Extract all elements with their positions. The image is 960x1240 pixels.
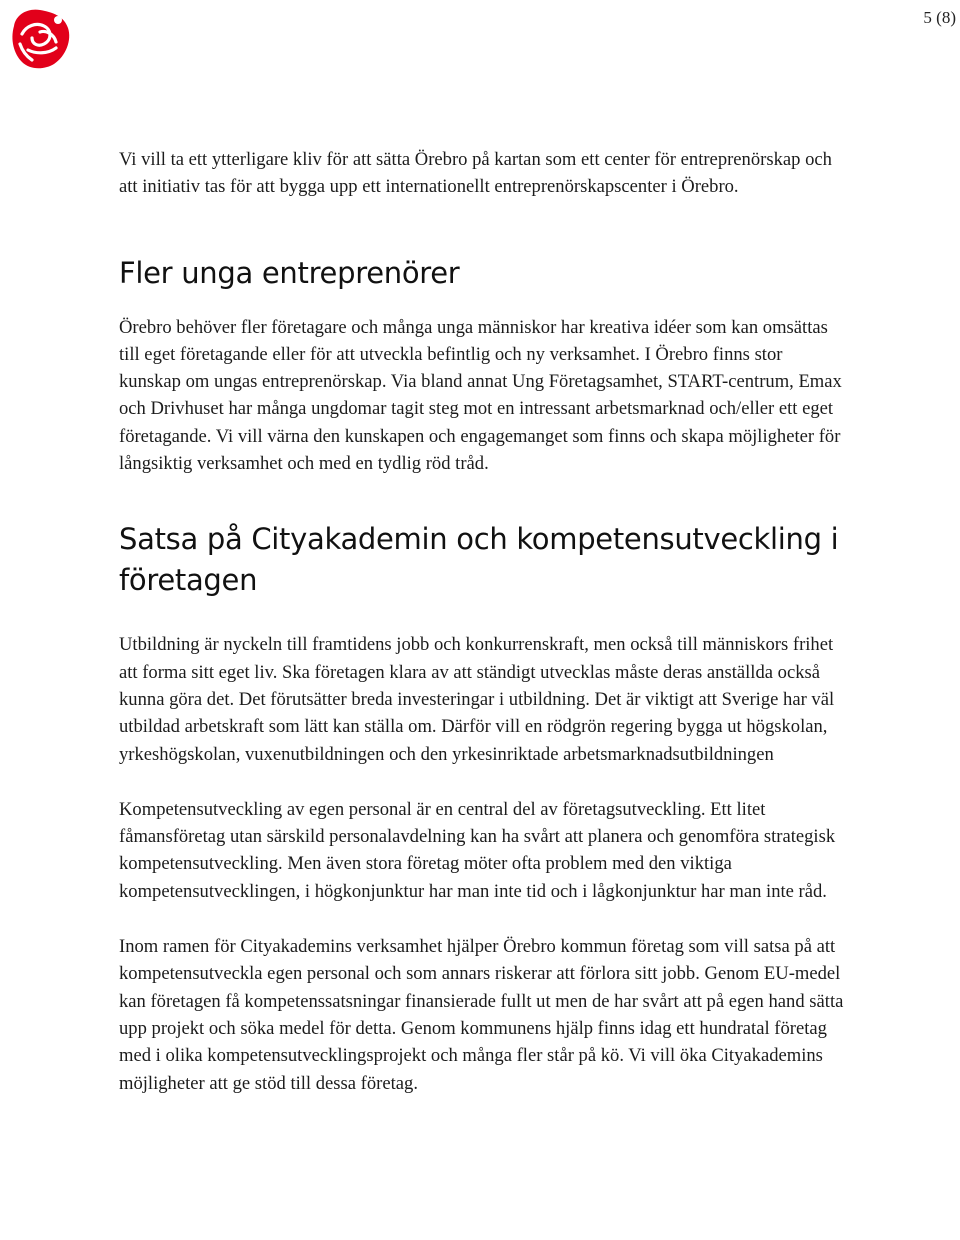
section-title-satsa-pa-cityakademin: Satsa på Cityakademin och kompetensutveckling i företagen xyxy=(119,522,839,598)
section-title-fler-unga-entreprenorer: Fler unga entreprenörer xyxy=(119,255,460,290)
document-body xyxy=(119,146,849,1097)
rose-logo-icon xyxy=(6,4,76,74)
section1-paragraph: Örebro behöver fler företagare och många unga människor har kreativa idéer som kan omsättas till eget företagande eller för att utveckla befintlig och ny verksamhet. I Örebro finns stor kunskap om ungas entreprenörskap. Via bland annat Ung Företagsamhet, START-centrum, Emax och Drivhuset har många ungdomar tagit steg mot en intressant arbetsmarknad och/eller ett eget företagande. Vi vill värna den kunskapen och engagemanget som finns och skapa möjligheter för långsiktig verksamhet och med en tydlig röd tråd. xyxy=(119,316,842,475)
section2-paragraph-3: Inom ramen för Cityakademins verksamhet hjälper Örebro kommun företag som vill satsa på att kompetensutveckla egen personal och som annars riskerar att förlora sitt jobb. Genom EU-medel kan företagen få kompetenssatsningar finansierade fullt ut men de har svårt att på egen hand sätta upp projekt och söka medel för detta. Genom kommunens hjälp finns idag ett hundratal företag med i olika kompetensutvecklingsprojekt och många fler står på kö. Vi vill öka Cityakademins möjligheter att ge stöd till dessa företag. xyxy=(119,936,844,1094)
page-number: 5 (8) xyxy=(923,8,956,27)
intro-paragraph: Vi vill ta ett ytterligare kliv för att sätta Örebro på kartan som ett center för entreprenörskap och att initiativ tas för att bygga upp ett internationellt entreprenörskapscenter i Örebro. xyxy=(119,149,832,198)
section2-paragraph-2: Kompetensutveckling av egen personal är en central del av företagsutveckling. Ett litet fåmansföretag utan särskild personalavdelning kan ha svårt att planera och genomföra strategisk kompetensutveckling. Men även stora företag möter ofta problem med den viktiga kompetensutvecklingen, i högkonjunktur har man inte tid och i lågkonjunktur har man inte råd. xyxy=(119,798,836,902)
section2-paragraph-1: Utbildning är nyckeln till framtidens jobb och konkurrenskraft, men också till människors frihet att forma sitt eget liv. Ska företagen klara av att ständigt utvecklas måste deras anställda också kunna göra det. Det förutsätter breda investeringar i utbildning. Det är viktigt att Sverige har väl utbildad arbetskraft som lätt kan ställa om. Därför vill en rödgrön regering bygga ut högskolan, yrkeshögskolan, vuxenutbildningen och den yrkesinriktade arbetsmarknadsutbildningen xyxy=(119,634,835,765)
